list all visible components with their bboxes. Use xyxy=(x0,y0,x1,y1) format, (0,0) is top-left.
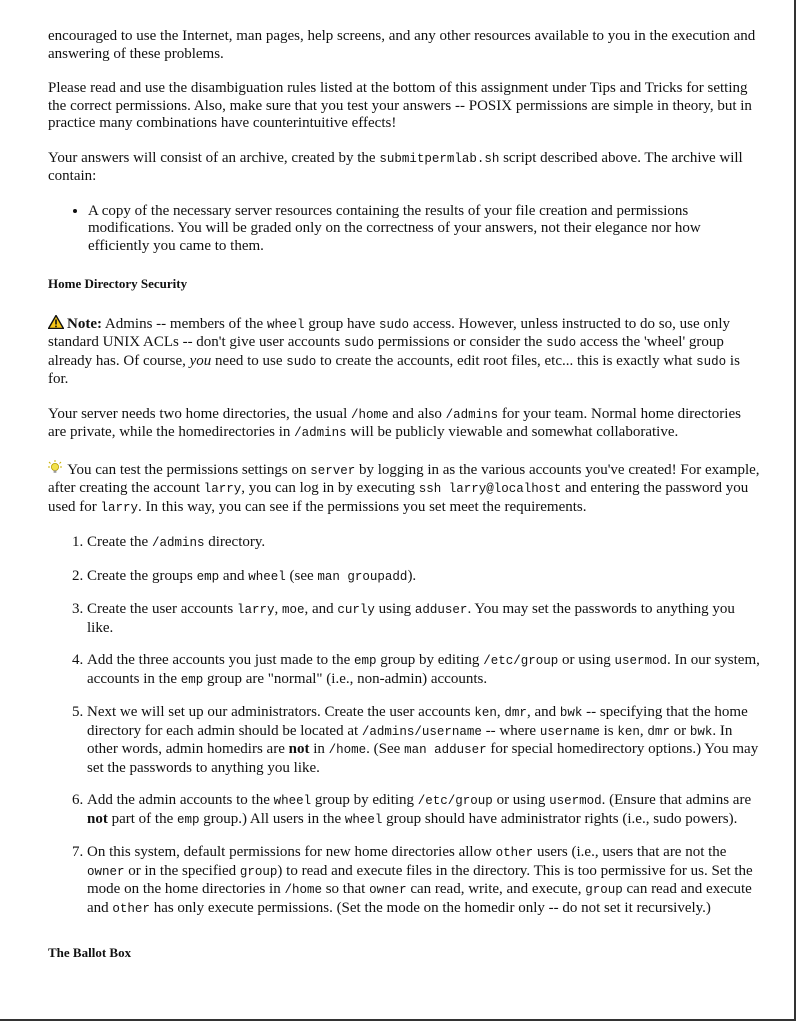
intro-paragraph-3: Your answers will consist of an archive, created by the submitpermlab.sh script described above. The archive will contain: xyxy=(48,149,743,184)
section-heading-home-directory-security: Home Directory Security xyxy=(48,276,188,291)
list-item: • A copy of the necessary server resources containing the results of your file creation and permissions modifications. You will be graded only on the correctness of your answers, not their elegance nor how efficiently you came to them. xyxy=(88,203,760,256)
home-directories-paragraph: Your server needs two home directories, the usual /home and also /admins for your team. Normal home directories are private, while the homedirectories in /admins will be publicly viewable and somewhat collaborative. xyxy=(48,405,741,440)
list-item: 1. Create the /admins directory. xyxy=(87,534,760,553)
intro-paragraph-2: Please read and use the disambiguation rules listed at the bottom of this assignment under Tips and Tricks for setting the correct permissions. Also, make sure that you test your answers -- POSIX permissions are simple in theory, but in practice many combinations have counterintuitive effects! xyxy=(48,80,752,131)
list-item: 6. Add the admin accounts to the wheel group by editing /etc/group or using usermod. (Ensure that admins are not part of the emp group.) All users in the wheel group should have administrator rights (i.e., sudo powers). xyxy=(87,792,760,829)
setup-steps-list xyxy=(48,534,760,918)
lightbulb-icon xyxy=(48,460,62,475)
list-item: 2. Create the groups emp and wheel (see man groupadd). xyxy=(87,568,760,587)
list-item: 5. Next we will set up our administrators. Create the user accounts ken, dmr, and bwk -- specifying that the home directory for each admin should be located at /admins/username -- where username is ken, dmr or bwk. In other words, admin homedirs are not in /home. (See man adduser for special homedirectory options.) You may set the passwords to anything you like. xyxy=(87,704,760,777)
intro-paragraph-1: encouraged to use the Internet, man pages, help screens, and any other resources available to you in the execution and answering of these problems. xyxy=(48,28,756,62)
document-content xyxy=(48,28,760,984)
list-item: 7. On this system, default permissions for new home directories allow other users (i.e., users that are not the owner or in the specified group) to read and execute files in the directory. This is too permissive for us. Set the mode on the home directories in /home so that owner can read, write, and execute, group can read and execute and other has only execute permissions. (Set the mode on the homedir only -- do not set it recursively.) xyxy=(87,844,760,918)
section-heading-ballot-box: The Ballot Box xyxy=(48,945,132,960)
list-item: 3. Create the user accounts larry, moe, and curly using adduser. You may set the passwords to anything you like. xyxy=(87,601,760,637)
note-paragraph: Note: Admins -- members of the wheel group have sudo access. However, unless instructed to do so, use only standard UNIX ACLs -- don't give user accounts sudo permissions or consider the sudo access the 'wheel' group already has. Of course, you need to use sudo to create the accounts, edit root files, etc... this is exactly what sudo is for. xyxy=(48,315,740,387)
warning-icon xyxy=(48,315,64,329)
archive-contents-list xyxy=(48,203,760,256)
tip-paragraph: You can test the permissions settings on server by logging in as the various accounts you've created! For example, after creating the account larry, you can log in by executing ssh larry@localhost and entering the password you used for larry. In this way, you can see if the permissions you set meet the requirements. xyxy=(48,461,760,515)
list-item: 4. Add the three accounts you just made to the emp group by editing /etc/group or using usermod. In our system, accounts in the emp group are "normal" (i.e., non-admin) accounts. xyxy=(87,652,760,689)
